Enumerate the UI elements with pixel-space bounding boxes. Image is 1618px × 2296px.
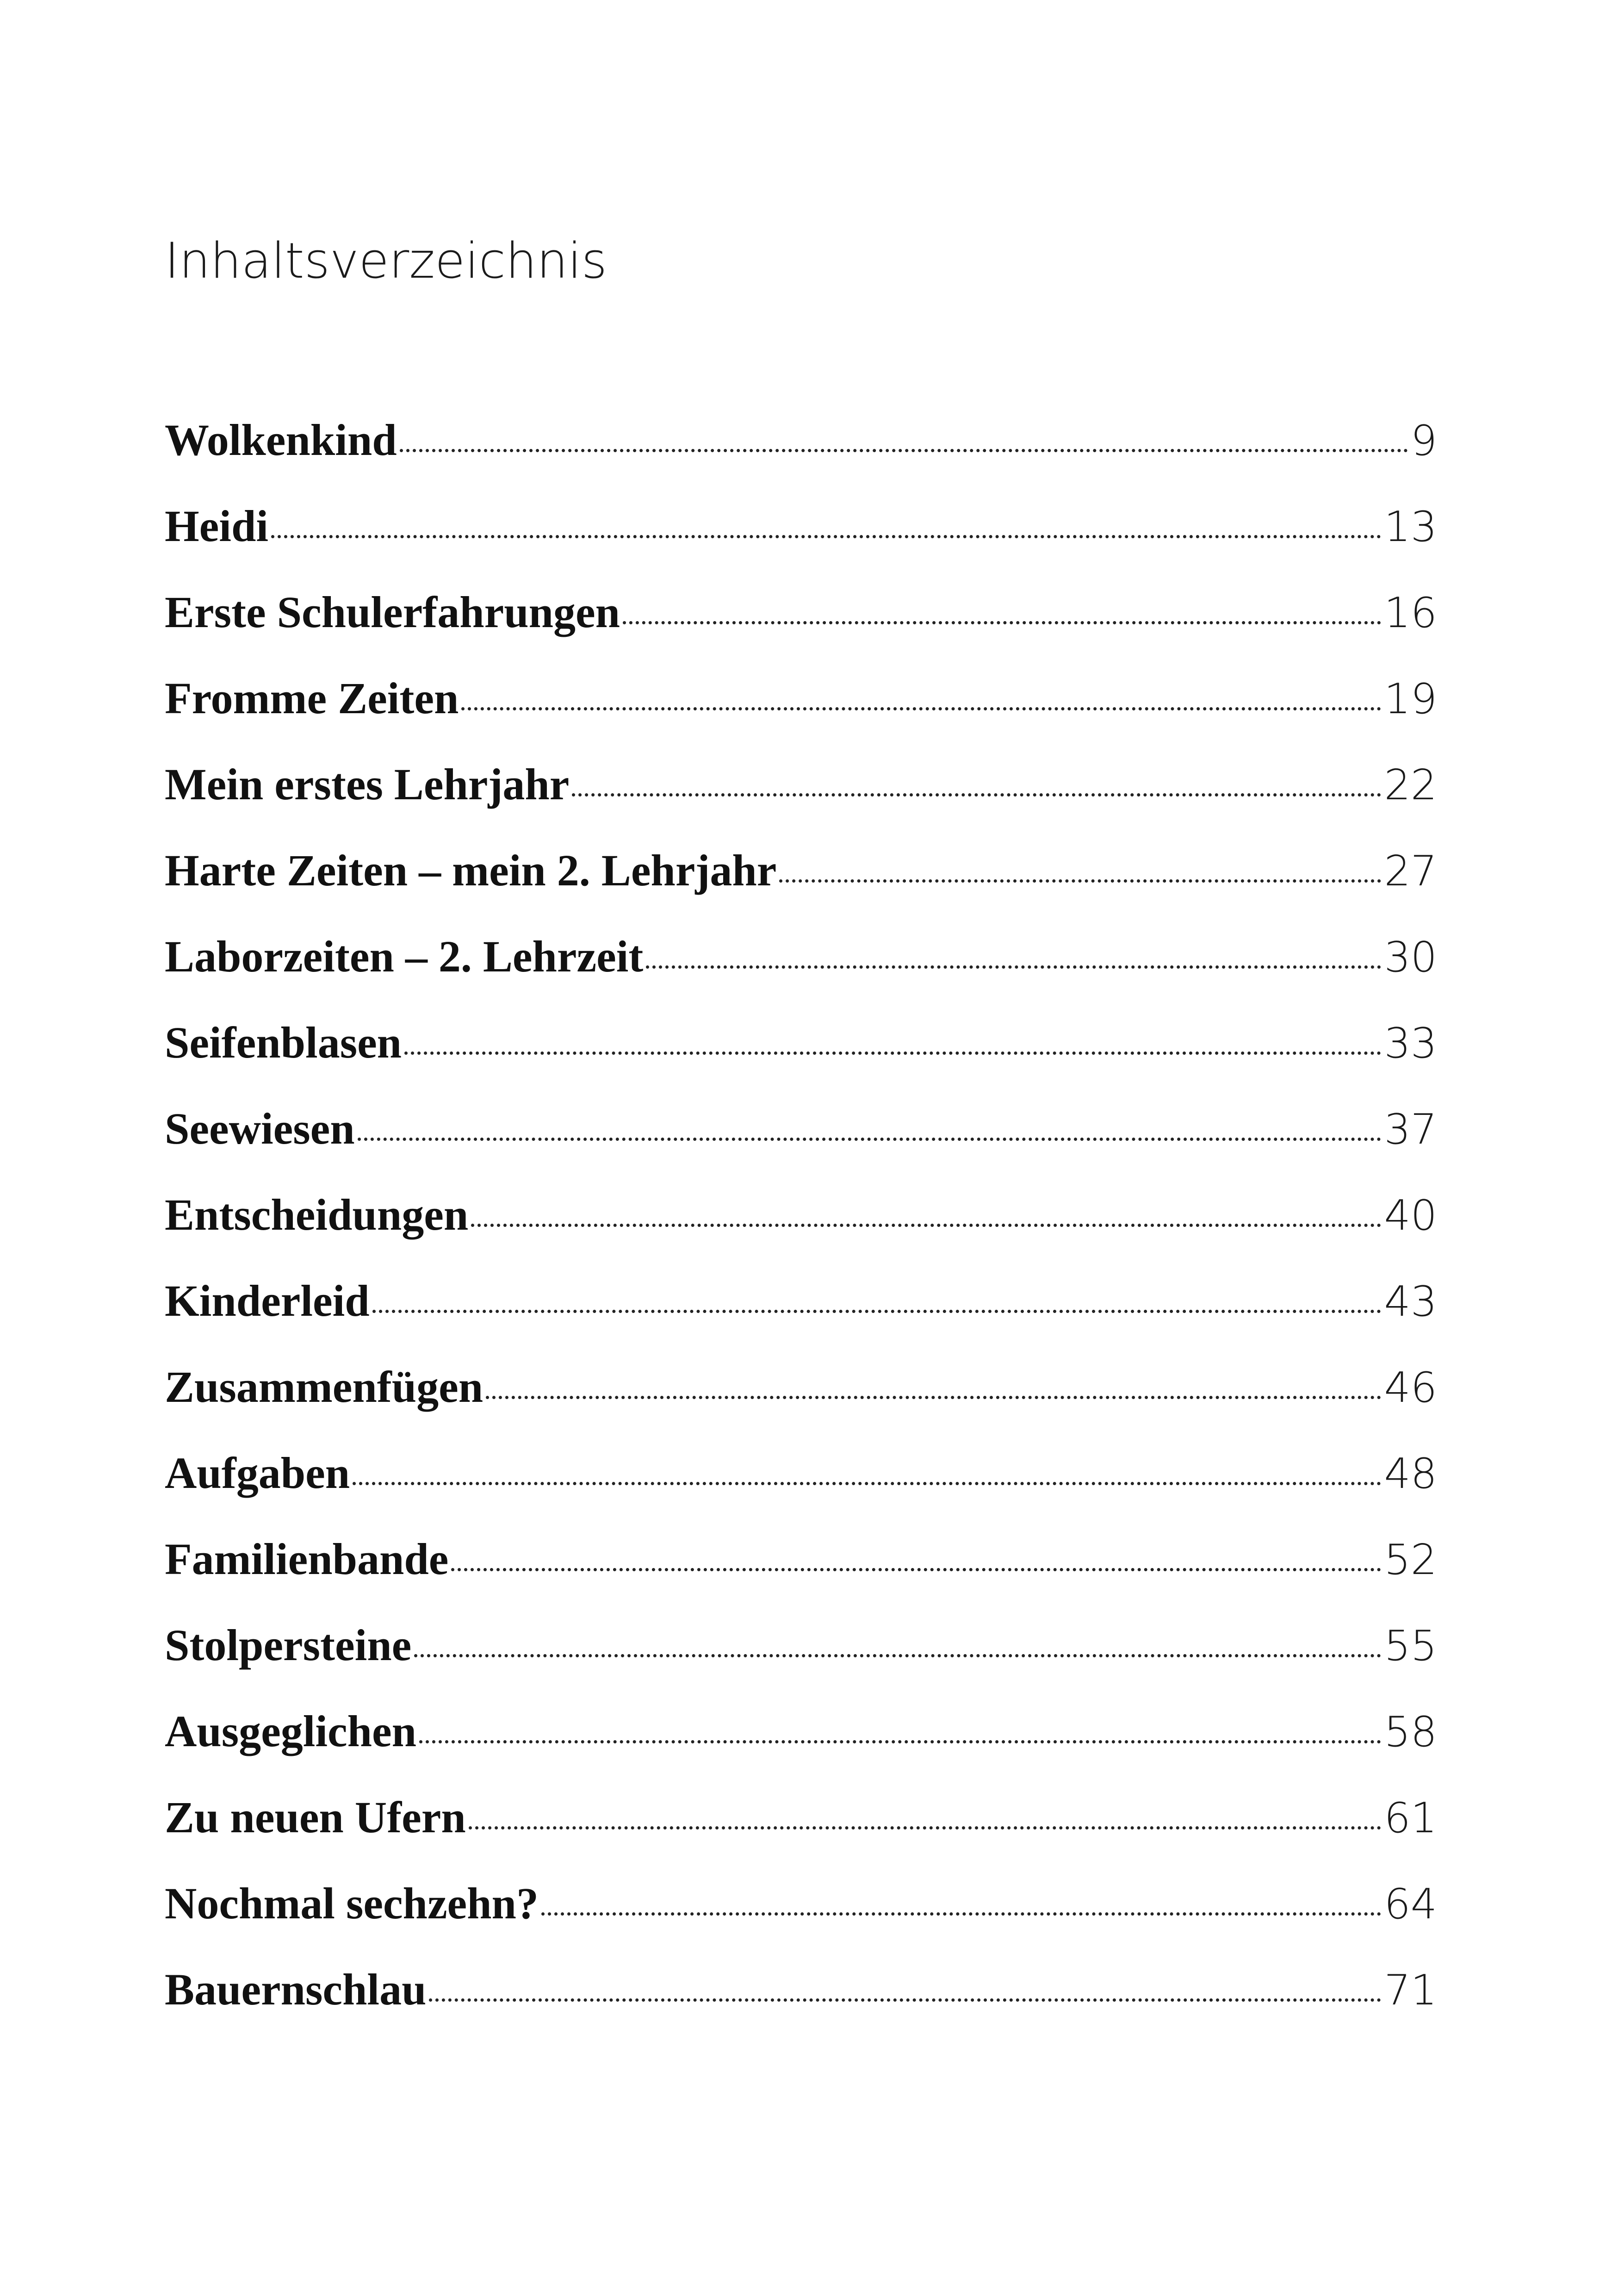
toc-entry-page: 9 [1410,417,1437,465]
toc-list [165,414,1437,2050]
dot-leader [429,1998,1381,2002]
toc-entry-title: Aufgaben [165,1448,350,1498]
toc-entry [165,1878,1437,1964]
dot-leader [419,1740,1381,1743]
toc-entry-page: 16 [1384,589,1437,637]
dot-leader [372,1310,1382,1313]
toc-entry [165,414,1437,500]
toc-entry-title: Laborzeiten – 2. Lehrzeit [165,932,644,981]
toc-entry-title: Ausgeglichen [165,1706,417,1756]
toc-entry-title: Wolkenkind [165,415,397,465]
dot-leader [400,449,1408,452]
toc-entry-title: Entscheidungen [165,1190,469,1239]
dot-leader [471,1224,1381,1227]
toc-entry [165,1017,1437,1103]
toc-entry-title: Nochmal sechzehn? [165,1879,539,1928]
toc-entry [165,759,1437,845]
toc-entry-title: Zusammenfügen [165,1362,484,1412]
toc-entry-title: Bauernschlau [165,1965,427,2014]
toc-entry-page: 58 [1384,1708,1437,1756]
toc-entry-page: 33 [1384,1019,1437,1068]
dot-leader [353,1482,1381,1485]
toc-entry [165,931,1437,1017]
toc-entry-title: Harte Zeiten – mein 2. Lehrjahr [165,846,777,895]
toc-entry [165,586,1437,672]
toc-entry-title: Zu neuen Ufern [165,1792,466,1842]
toc-entry-title: Mein erstes Lehrjahr [165,759,570,809]
toc-entry-title: Seifenblasen [165,1018,402,1067]
toc-entry [165,1619,1437,1705]
toc-entry-title: Seewiesen [165,1104,355,1153]
toc-heading: Inhaltsverzeichnis [165,232,607,289]
dot-leader [404,1052,1381,1055]
toc-entry [165,1533,1437,1619]
toc-entry [165,1792,1437,1878]
toc-entry-page: 30 [1384,933,1437,982]
toc-entry-title: Heidi [165,501,269,551]
toc-entry [165,1275,1437,1361]
toc-entry-title: Kinderleid [165,1276,370,1325]
toc-entry-page: 46 [1384,1363,1437,1412]
toc-entry-page: 61 [1384,1794,1437,1842]
toc-entry [165,500,1437,586]
toc-entry [165,1964,1437,2050]
dot-leader [572,793,1381,796]
toc-entry-page: 19 [1384,675,1437,723]
dot-leader [461,707,1381,710]
dot-leader [486,1396,1381,1399]
dot-leader [646,965,1381,969]
dot-leader [541,1912,1382,1916]
toc-entry-page: 27 [1384,847,1437,896]
dot-leader [451,1568,1381,1571]
dot-leader [623,621,1381,624]
toc-entry-title: Fromme Zeiten [165,673,459,723]
dot-leader [271,535,1381,538]
toc-entry-title: Stolpersteine [165,1620,412,1670]
toc-entry-title: Erste Schulerfahrungen [165,587,620,637]
dot-leader [414,1654,1381,1657]
toc-entry-page: 48 [1384,1450,1437,1498]
dot-leader [358,1138,1382,1141]
toc-entry [165,1189,1437,1275]
toc-entry [165,1103,1437,1189]
toc-entry [165,1705,1437,1792]
toc-entry-page: 13 [1384,503,1437,551]
toc-entry-page: 55 [1384,1622,1437,1670]
toc-entry [165,1361,1437,1447]
toc-entry [165,845,1437,931]
toc-entry [165,672,1437,759]
toc-entry-page: 40 [1384,1191,1437,1240]
toc-entry-page: 52 [1384,1536,1437,1584]
toc-entry [165,1447,1437,1533]
dot-leader [779,879,1381,883]
toc-entry-page: 22 [1384,761,1437,809]
toc-entry-page: 71 [1384,1966,1437,2015]
toc-entry-page: 64 [1384,1880,1437,1929]
toc-entry-title: Familienbande [165,1534,449,1584]
toc-entry-page: 43 [1384,1277,1437,1326]
dot-leader [469,1826,1382,1829]
toc-entry-page: 37 [1384,1105,1437,1154]
